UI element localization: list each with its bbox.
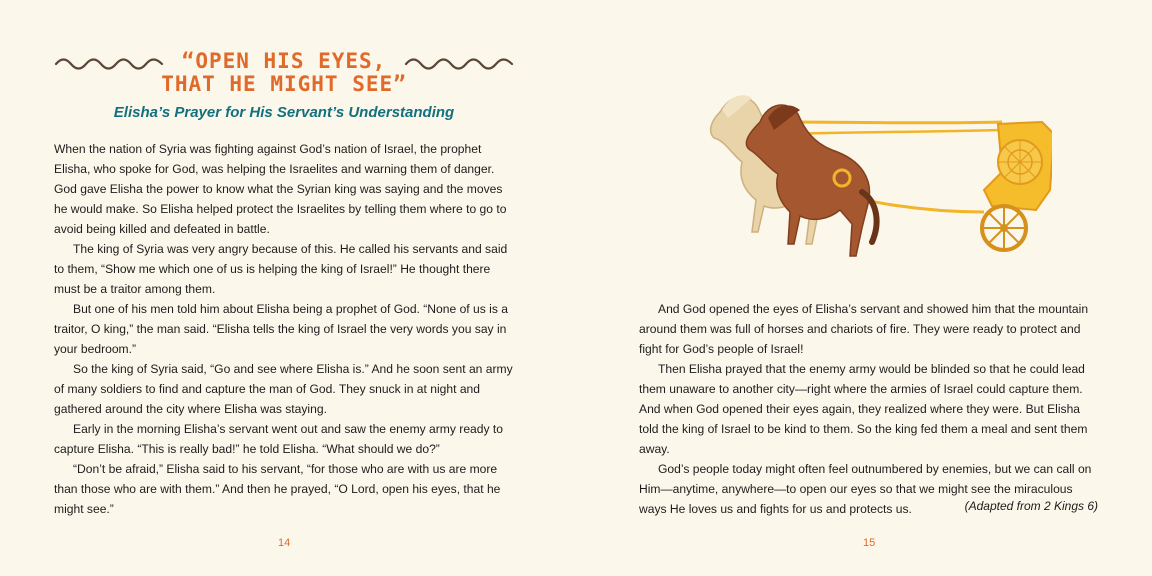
source-citation: (Adapted from 2 Kings 6) (964, 499, 1098, 513)
paragraph: God’s people today might often feel outnumbered by enemies, but we can call on Him—anytime, anywhere—to open our eyes so that we might see the miraculous ways He loves us and fights for us and protects us. (639, 462, 1092, 516)
squiggle-right-icon (404, 57, 514, 71)
paragraph: Then Elisha prayed that the enemy army would be blinded so that he could lead them unaware to another city—right where the armies of Israel could capture them. And when God opened their eyes again, they realized where they were. But Elisha told the king of Israel to be kind to them. So the king fed them a meal and sent them away. (639, 362, 1088, 456)
title-block (54, 50, 514, 121)
page-number: 14 (278, 537, 291, 549)
page-number: 15 (863, 537, 876, 549)
right-page (576, 0, 1152, 576)
paragraph: The king of Syria was very angry because of this. He called his servants and said to them, “Show me which one of us is helping the king of Israel!” He thought there must be a traitor among them. (54, 242, 508, 296)
paragraph: So the king of Syria said, “Go and see where Elisha is.” And he soon sent an army of many soldiers to find and capture the man of God. They snuck in at night and gathered around the city where Elisha was staying. (54, 362, 513, 416)
paragraph: But one of his men told him about Elisha being a prophet of God. “None of us is a traitor, O king,” the man said. “Elisha tells the king of Israel the very words you say in your bedroom.” (54, 302, 508, 356)
paragraph: Early in the morning Elisha’s servant went out and saw the enemy army ready to capture Elisha. “This is really bad!” he told Elisha. “What should we do?” (54, 422, 503, 456)
left-body-text (54, 139, 514, 519)
squiggle-left-icon (54, 57, 164, 71)
right-body-text (639, 299, 1099, 519)
paragraph: When the nation of Syria was fighting against God’s nation of Israel, the prophet Elisha, who spoke for God, was helping the Israelites and warning them of danger. God gave Elisha the power to know what the Syrian king was saying and the moves he would make. So Elisha helped protect the Israelites by telling them where to go to avoid being killed and defeated in battle. (54, 142, 507, 236)
horses-and-chariot-illustration-icon (702, 82, 1052, 262)
chapter-subtitle: Elisha’s Prayer for His Servant’s Understanding (113, 104, 455, 121)
chapter-title-line-2: THAT HE MIGHT SEE” (161, 72, 407, 96)
paragraph: “Don’t be afraid,” Elisha said to his servant, “for those who are with us are more than those who are with them.” And then he prayed, “O Lord, open his eyes, that he might see.” (54, 462, 501, 516)
paragraph: And God opened the eyes of Elisha’s servant and showed him that the mountain around them was full of horses and chariots of fire. They were ready to protect and fight for God’s people of Israel! (639, 302, 1089, 356)
chapter-title-line-1: “OPEN HIS EYES, (181, 49, 387, 73)
